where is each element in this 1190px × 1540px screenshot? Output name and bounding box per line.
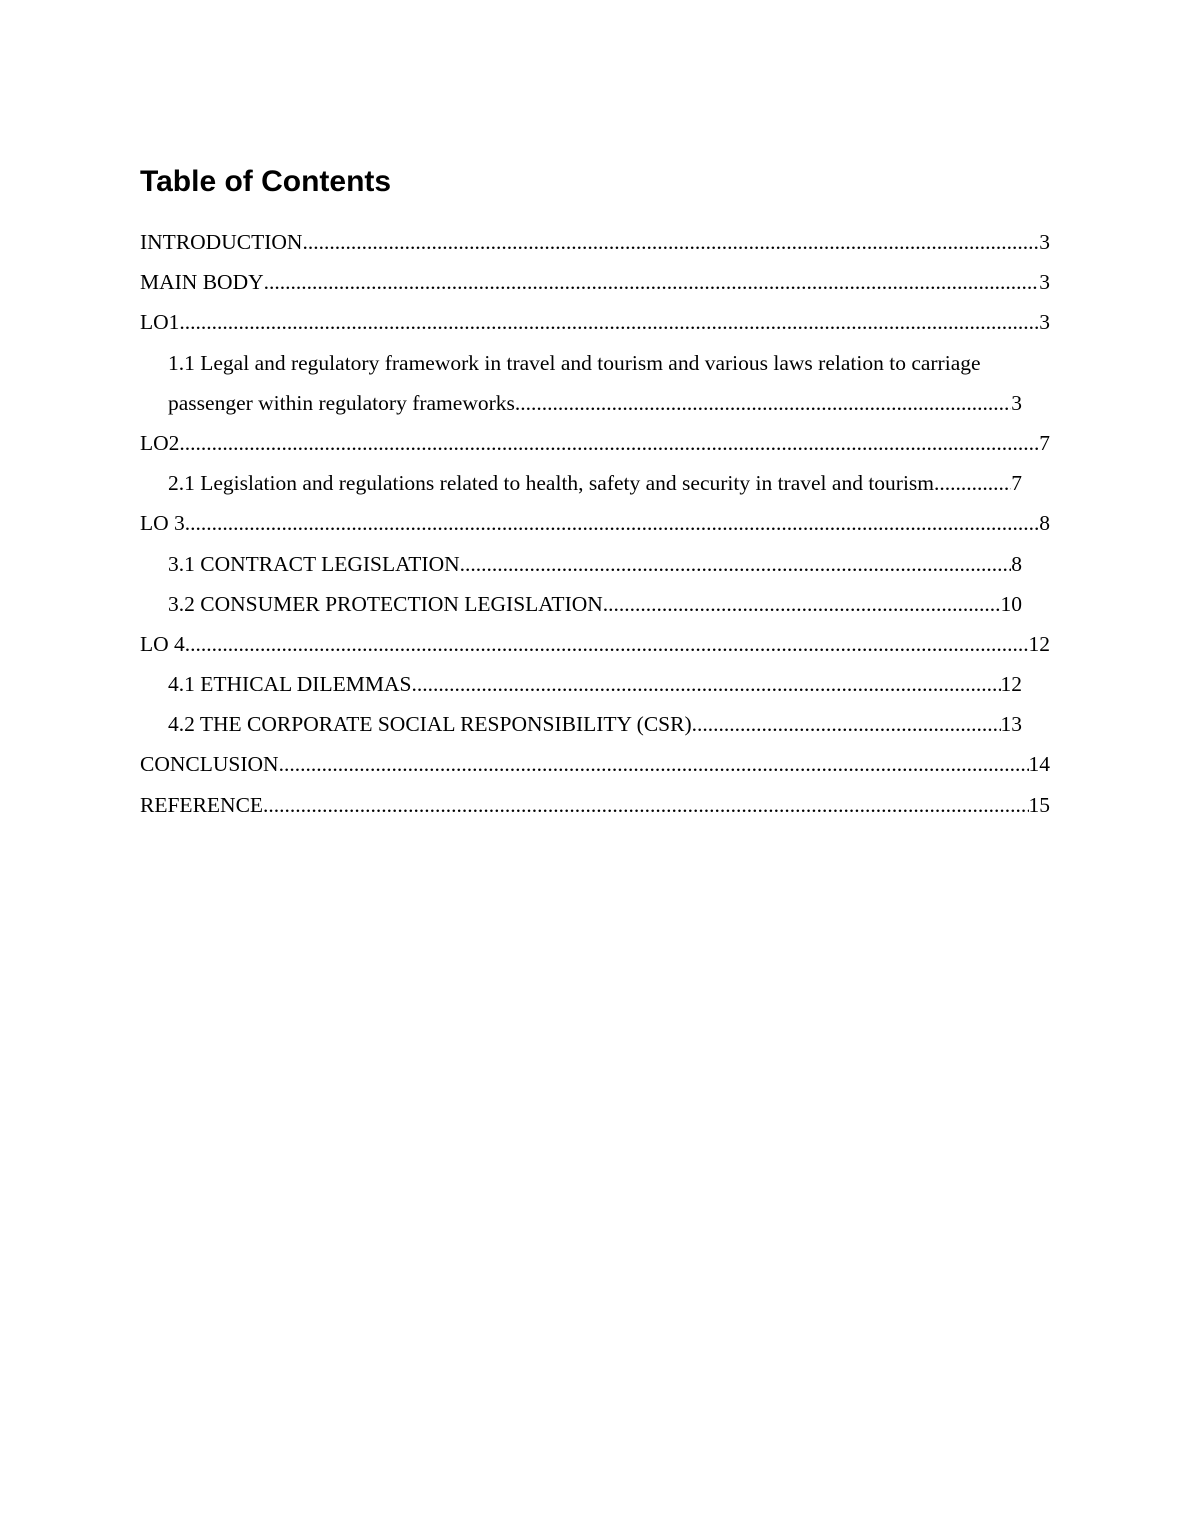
toc-dot-leader: [185, 503, 1039, 543]
toc-entry-text: LO 3: [140, 511, 185, 536]
toc-entry-text: 1.1 Legal and regulatory framework in travel and tourism and various laws relation to carriage: [168, 350, 981, 375]
toc-entry-3-1[interactable]: [140, 544, 1022, 584]
toc-list: [140, 222, 1050, 825]
toc-entry-reference[interactable]: [140, 785, 1050, 825]
toc-dot-leader: [515, 383, 1011, 423]
toc-entry-text: LO1: [140, 310, 180, 335]
toc-page-number: 7: [1011, 471, 1022, 496]
toc-page-number: 13: [1000, 712, 1022, 737]
toc-entry-text: 3.2 CONSUMER PROTECTION LEGISLATION: [168, 591, 603, 616]
toc-page-number: 12: [1028, 631, 1050, 656]
toc-entry-3-2[interactable]: [140, 584, 1022, 624]
toc-entry-text: 3.1 CONTRACT LEGISLATION: [168, 551, 460, 576]
toc-dot-leader: [179, 423, 1039, 463]
toc-page-number: 8: [1011, 551, 1022, 576]
toc-dot-leader: [263, 785, 1028, 825]
toc-dot-leader: [179, 302, 1039, 342]
toc-title: Table of Contents: [140, 165, 392, 198]
toc-entry-introduction[interactable]: [140, 222, 1050, 262]
toc-page-number: 3: [1039, 310, 1050, 335]
toc-entry-lo3[interactable]: [140, 503, 1050, 543]
toc-dot-leader: [411, 664, 1000, 704]
toc-dot-leader: [939, 463, 1011, 503]
toc-page-number: 14: [1028, 752, 1050, 777]
toc-page-number: 10: [1000, 591, 1022, 616]
toc-page-number: 3: [1039, 270, 1050, 295]
toc-entry-lo4[interactable]: [140, 624, 1050, 664]
toc-entry-text: LO 4: [140, 631, 185, 656]
toc-entry-text: LO2: [140, 430, 180, 455]
toc-entry-continuation: [168, 383, 1022, 423]
toc-entry-2-1[interactable]: [140, 463, 1022, 503]
toc-entry-lo2[interactable]: [140, 423, 1050, 463]
toc-page-number: 12: [1000, 672, 1022, 697]
toc-entry-text: CONCLUSION: [140, 752, 279, 777]
toc-page-number: 7: [1039, 430, 1050, 455]
toc-entry-text: 4.1 ETHICAL DILEMMAS: [168, 672, 412, 697]
toc-page-number: 15: [1028, 792, 1050, 817]
toc-dot-leader: [279, 744, 1029, 784]
toc-entry-4-2[interactable]: [140, 704, 1022, 744]
toc-dot-leader: [692, 704, 1001, 744]
toc-entry-1-1[interactable]: [140, 343, 1050, 423]
toc-entry-text: MAIN BODY: [140, 270, 264, 295]
toc-entry-text: INTRODUCTION: [140, 230, 303, 254]
toc-page-number: 8: [1039, 511, 1050, 536]
toc-entry-text: 2.1 Legislation and regulations related to health, safety and security in travel and tourism.: [168, 471, 940, 496]
toc-entry-text: 4.2 THE CORPORATE SOCIAL RESPONSIBILITY (CSR): [168, 712, 692, 737]
toc-page-number: 3: [1011, 390, 1022, 415]
toc-dot-leader: [185, 624, 1029, 664]
toc-entry-lo1[interactable]: [140, 302, 1050, 342]
toc-dot-leader: [460, 544, 1012, 584]
toc-dot-leader: [603, 584, 1001, 624]
toc-entry-main-body[interactable]: [140, 262, 1050, 302]
toc-entry-conclusion[interactable]: [140, 744, 1050, 784]
toc-dot-leader: [302, 222, 1039, 262]
toc-entry-text: passenger within regulatory frameworks: [168, 390, 515, 415]
toc-page-number: 3: [1039, 230, 1050, 254]
toc-entry-text: REFERENCE: [140, 792, 264, 817]
toc-dot-leader: [264, 262, 1040, 302]
toc-entry-4-1[interactable]: [140, 664, 1022, 704]
